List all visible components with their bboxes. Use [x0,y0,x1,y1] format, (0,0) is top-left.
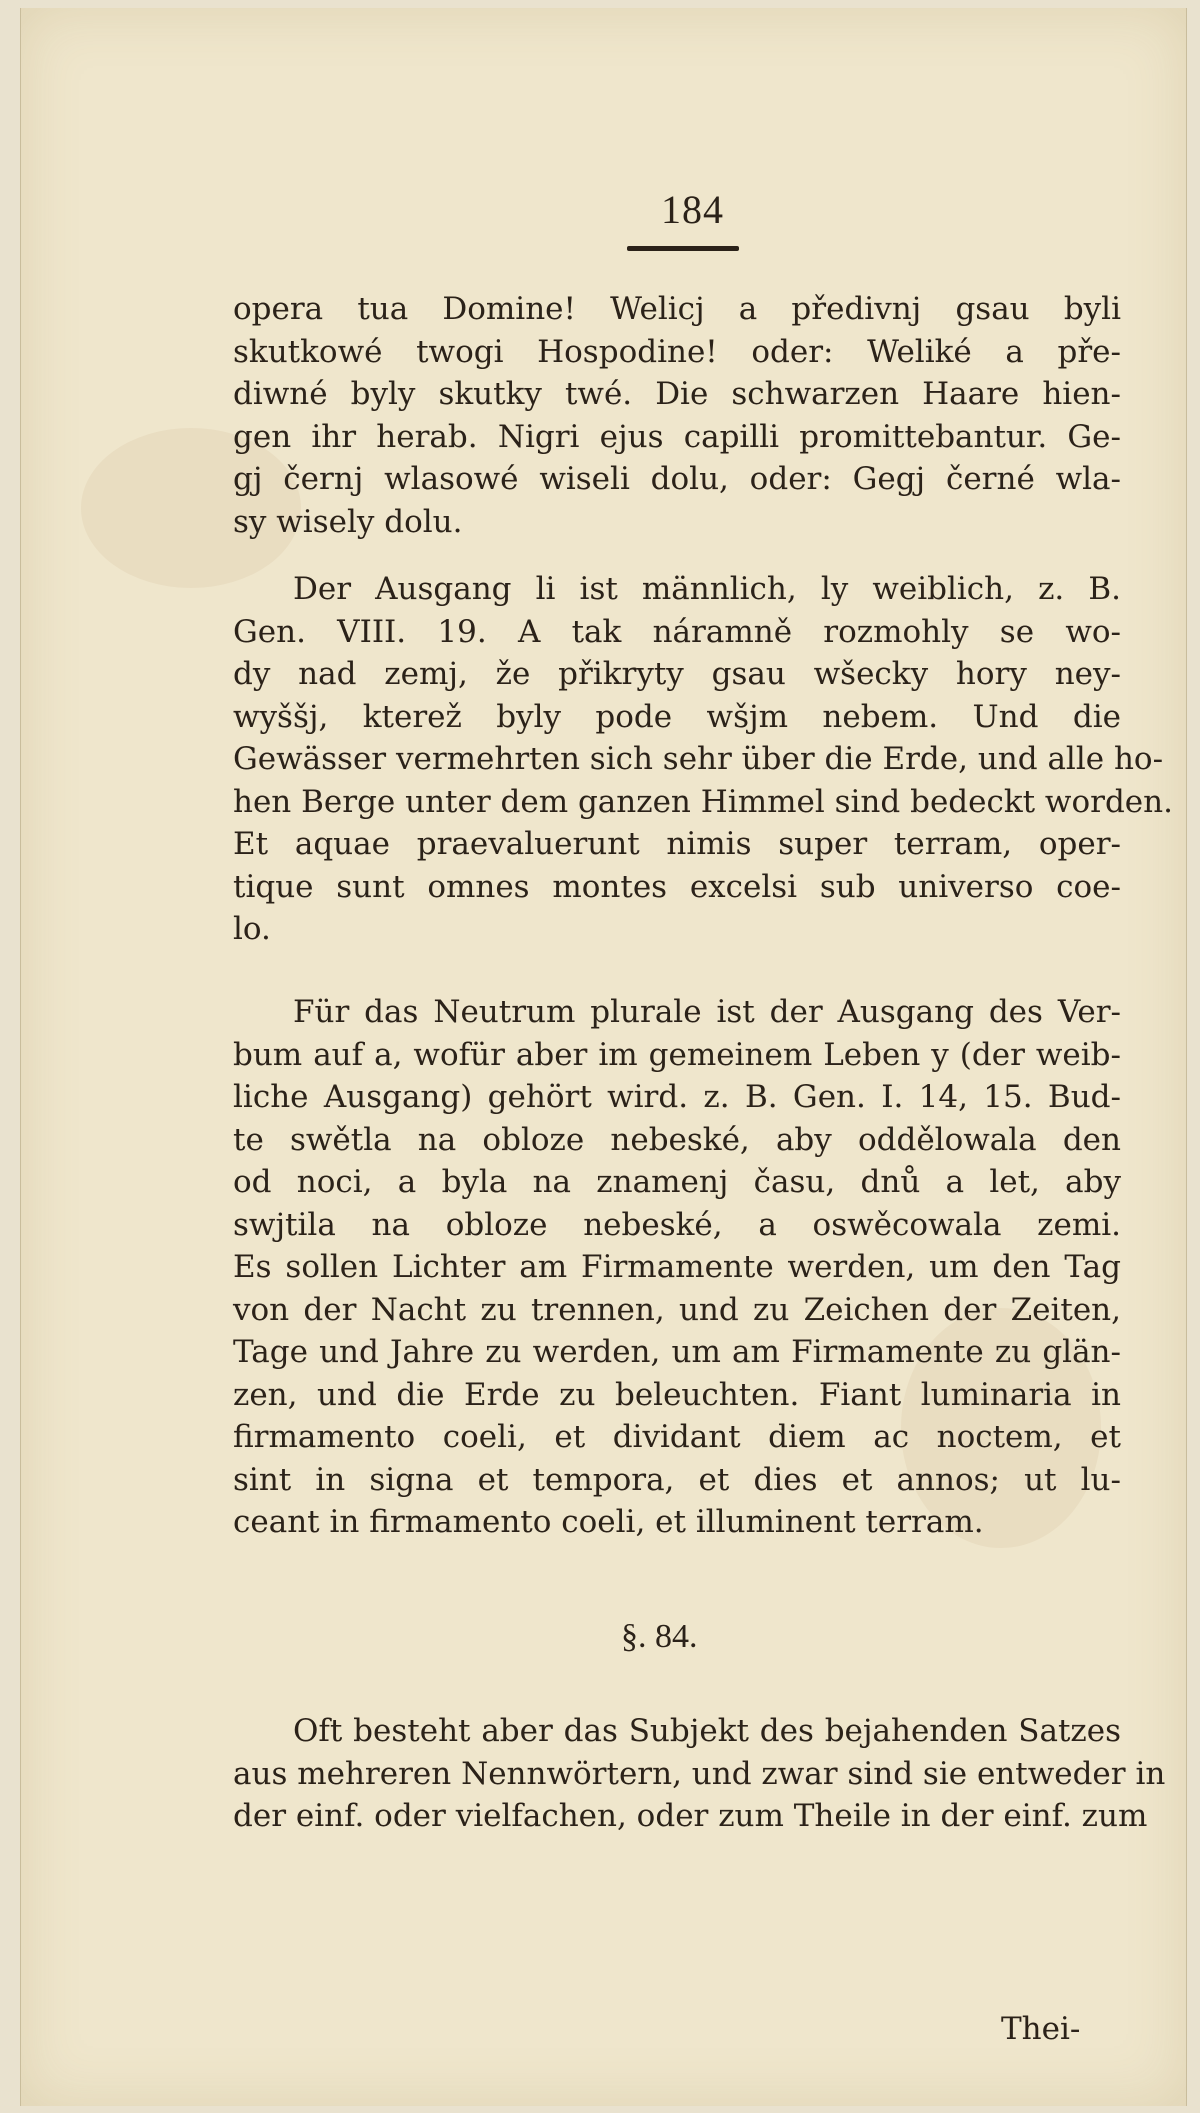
text-line: ceant in firmamento coeli, et illuminent terram. [233,1504,984,1540]
text-line: von der Nacht zu trennen, und zu Zeichen der Zeiten, [233,1291,1121,1328]
text-line: Gen. VIII. 19. A tak náramně rozmohly se wo- [233,613,1121,650]
text-line: skutkowé twogi Hospodine! oder: Weliké a pře- [233,333,1121,370]
text-line: gj černj wlasowé wiseli dolu, oder: Gegj černé wla- [233,461,1121,497]
text-line: der einf. oder vielfachen, oder zum Theile in der einf. zum [233,1798,1148,1834]
text-line: firmamento coeli, et dividant diem ac noctem, et [233,1419,1121,1455]
text-line: dy nad zemj, že přikryty gsau wšecky hory ney- [233,656,1121,692]
page-number: 184 [661,187,724,232]
catchword: Thei- [1001,2011,1081,2047]
text-line: Oft besteht aber das Subjekt des bejahenden Satzes [293,1713,1121,1749]
text-line: diwné byly skutky twé. Die schwarzen Haare hien- [233,376,1121,412]
text-line: sint in signa et tempora, et dies et annos; ut lu- [233,1461,1121,1498]
text-line: opera tua Domine! Welicj a předivnj gsau byli [233,291,1121,327]
text-line: Tage und Jahre zu werden, um am Firmamente zu glän- [233,1334,1121,1370]
text-line: Et aquae praevaluerunt nimis super terram, oper- [233,826,1121,862]
text-line: aus mehreren Nennwörtern, und zwar sind sie entweder in [233,1755,1166,1792]
text-line: od noci, a byla na znamenj času, dnů a let, aby [233,1164,1121,1200]
text-line: bum auf a, wofür aber im gemeinem Leben y (der weib- [233,1036,1121,1073]
section-number: §. 84. [621,1618,698,1655]
text-line: zen, und die Erde zu beleuchten. Fiant luminaria in [233,1376,1121,1413]
text-line: liche Ausgang) gehört wird. z. B. Gen. I. 14, 15. Bud- [233,1079,1121,1115]
text-line: lo. [233,911,271,947]
paragraph-4 [233,1710,1166,1838]
text-line: wyššj, kterež byly pode wšjm nebem. Und die [233,698,1121,735]
paragraph-2 [233,568,1173,951]
book-page [20,8,1187,2106]
paragraph-3 [233,991,1121,1544]
text-line: tique sunt omnes montes excelsi sub universo coe- [233,868,1121,905]
text-line: hen Berge unter dem ganzen Himmel sind bedeckt worden. [233,783,1173,820]
header-rule [627,246,739,251]
text-line: te swětla na obloze nebeské, aby oddělowala den [233,1121,1121,1158]
text-line: Es sollen Lichter am Firmamente werden, um den Tag [233,1249,1121,1285]
text-line: Gewässer vermehrten sich sehr über die Erde, und alle ho- [233,741,1164,777]
paragraph-1 [233,288,1121,543]
text-line: swjtila na obloze nebeské, a oswěcowala zemi. [233,1206,1121,1243]
text-line: Für das Neutrum plurale ist der Ausgang des Ver- [293,994,1121,1030]
text-line: gen ihr herab. Nigri ejus capilli promittebantur. Ge- [233,418,1121,455]
text-line: Der Ausgang li ist männlich, ly weiblich, z. B. [293,571,1121,607]
text-line: sy wisely dolu. [233,503,463,540]
